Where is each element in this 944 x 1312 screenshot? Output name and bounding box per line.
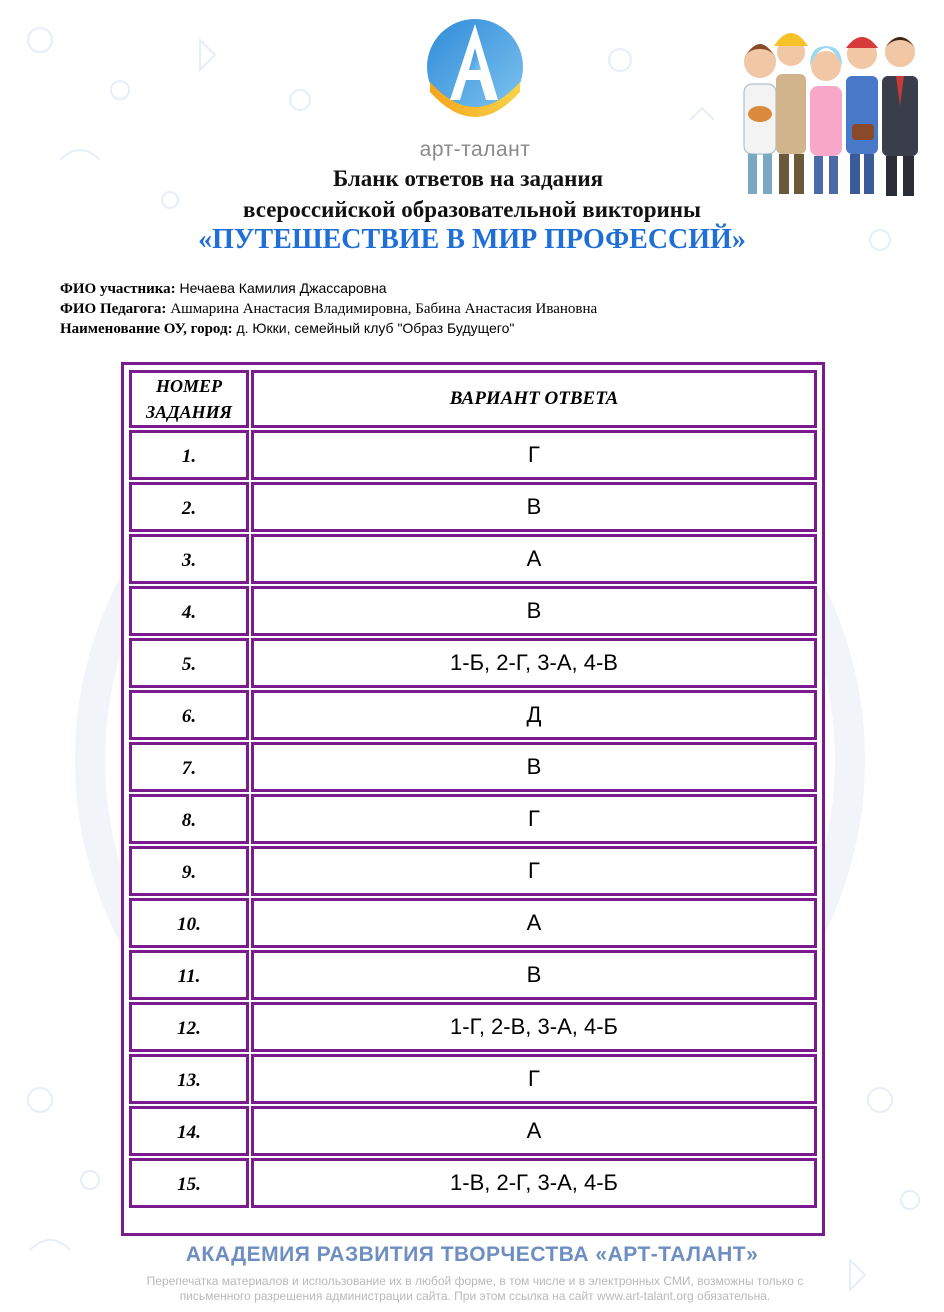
- task-number: 9.: [129, 846, 249, 896]
- school-value: д. Юкки, семейный клуб "Образ Будущего": [236, 320, 515, 336]
- header-task-number-line2: ЗАДАНИЯ: [145, 402, 233, 422]
- copyright-notice: [90, 1274, 860, 1304]
- table-row: [129, 742, 817, 792]
- table-row: [129, 638, 817, 688]
- participant-info: [60, 278, 387, 299]
- answer-value: А: [251, 534, 817, 584]
- table-row: [129, 690, 817, 740]
- copyright-line-2: письменного разрешения администрации сайта. При этом ссылка на сайт www.art-talant.org обязательна.: [179, 1289, 771, 1303]
- task-number: 14.: [129, 1106, 249, 1156]
- teacher-label: ФИО Педагога:: [60, 301, 167, 317]
- copyright-line-1: Перепечатка материалов и использование их в любой форме, в том числе и в электронных СМИ, возможны только с: [146, 1274, 804, 1288]
- answer-value: 1-Б, 2-Г, 3-А, 4-В: [251, 638, 817, 688]
- task-number: 1.: [129, 430, 249, 480]
- answer-value: Г: [251, 430, 817, 480]
- table-row: [129, 1158, 817, 1208]
- answer-value: А: [251, 1106, 817, 1156]
- academy-name: АКАДЕМИЯ РАЗВИТИЯ ТВОРЧЕСТВА «АРТ-ТАЛАНТ»: [185, 1243, 759, 1266]
- answer-value: В: [251, 742, 817, 792]
- title-line-2: всероссийской образовательной викторины: [243, 197, 701, 222]
- answer-value: 1-Г, 2-В, 3-А, 4-Б: [251, 1002, 817, 1052]
- table-row: [129, 482, 817, 532]
- task-number: 13.: [129, 1054, 249, 1104]
- title-line-1: Бланк ответов на задания: [332, 166, 604, 191]
- answers-table: [127, 368, 819, 1210]
- task-number: 2.: [129, 482, 249, 532]
- art-talant-logo: [420, 12, 530, 122]
- table-row: [129, 1106, 817, 1156]
- task-number: 7.: [129, 742, 249, 792]
- answer-value: А: [251, 898, 817, 948]
- table-row: [129, 534, 817, 584]
- participant-value: Нечаева Камилия Джассаровна: [179, 280, 387, 296]
- task-number: 3.: [129, 534, 249, 584]
- header-task-number-line1: НОМЕР: [155, 376, 222, 396]
- table-row: [129, 898, 817, 948]
- task-number: 10.: [129, 898, 249, 948]
- table-row: [129, 950, 817, 1000]
- school-info: [60, 318, 514, 339]
- table-row: [129, 430, 817, 480]
- answer-value: В: [251, 586, 817, 636]
- answer-value: Г: [251, 1054, 817, 1104]
- task-number: 12.: [129, 1002, 249, 1052]
- table-row: [129, 1054, 817, 1104]
- answer-value: В: [251, 482, 817, 532]
- brand-name: арт-талант: [419, 138, 531, 161]
- task-number: 4.: [129, 586, 249, 636]
- task-number: 6.: [129, 690, 249, 740]
- answer-value: Д: [251, 690, 817, 740]
- school-label: Наименование ОУ, город:: [60, 321, 233, 337]
- table-row: [129, 1002, 817, 1052]
- table-row: [129, 846, 817, 896]
- answer-value: Г: [251, 846, 817, 896]
- header-task-number: [129, 370, 249, 428]
- teacher-value: Ашмарина Анастасия Владимировна, Бабина Анастасия Ивановна: [170, 301, 598, 317]
- answer-value: 1-В, 2-Г, 3-А, 4-Б: [251, 1158, 817, 1208]
- answer-value: В: [251, 950, 817, 1000]
- table-row: [129, 794, 817, 844]
- quiz-title: «ПУТЕШЕСТВИЕ В МИР ПРОФЕССИЙ»: [198, 224, 746, 255]
- task-number: 5.: [129, 638, 249, 688]
- answer-value: Г: [251, 794, 817, 844]
- header-answer-variant: ВАРИАНТ ОТВЕТА: [251, 370, 817, 428]
- participant-label: ФИО участника:: [60, 281, 176, 297]
- table-row: [129, 586, 817, 636]
- answers-table-frame: [121, 362, 825, 1236]
- task-number: 15.: [129, 1158, 249, 1208]
- task-number: 8.: [129, 794, 249, 844]
- task-number: 11.: [129, 950, 249, 1000]
- teacher-info: [60, 298, 597, 319]
- table-header-row: [129, 370, 817, 428]
